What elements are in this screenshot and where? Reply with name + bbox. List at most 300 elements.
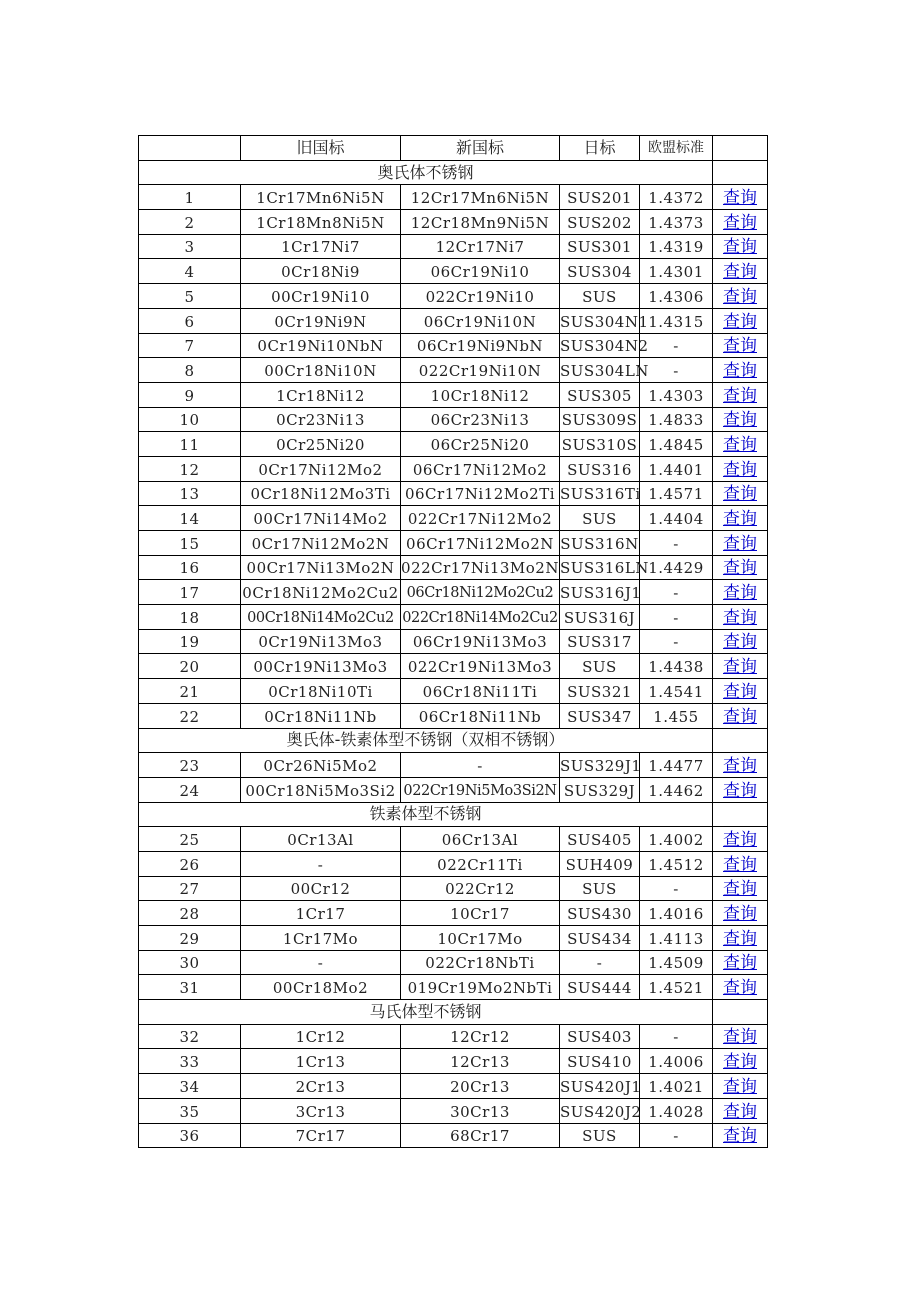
new-gb-grade: 06Cr25Ni20 (401, 432, 560, 457)
query-link[interactable]: 查询 (723, 632, 757, 653)
eu-grade: 1.4006 (640, 1049, 713, 1074)
table-row (139, 827, 768, 852)
section-title: 奥氏体-铁素体型不锈钢（双相不锈钢） (139, 728, 713, 753)
query-link[interactable]: 查询 (723, 434, 757, 455)
row-index: 17 (139, 580, 241, 605)
eu-grade: 1.4521 (640, 975, 713, 1000)
eu-grade: 1.4319 (640, 234, 713, 259)
row-index: 9 (139, 382, 241, 407)
query-cell (713, 851, 768, 876)
new-gb-grade: 10Cr18Ni12 (401, 382, 560, 407)
section-empty-cell (713, 728, 768, 753)
table-row (139, 1024, 768, 1049)
new-gb-grade: 06Cr19Ni9NbN (401, 333, 560, 358)
old-gb-grade: 1Cr17 (241, 901, 401, 926)
query-link[interactable]: 查询 (723, 953, 757, 974)
new-gb-grade: 12Cr12 (401, 1024, 560, 1049)
old-gb-grade: 0Cr18Ni12Mo2Cu2 (241, 580, 401, 605)
eu-grade: - (640, 1024, 713, 1049)
query-link[interactable]: 查询 (723, 385, 757, 406)
section-title: 铁素体型不锈钢 (139, 802, 713, 827)
table-row (139, 531, 768, 556)
new-gb-grade: 12Cr18Mn9Ni5N (401, 210, 560, 235)
query-link[interactable]: 查询 (723, 336, 757, 357)
old-gb-grade: 00Cr17Ni14Mo2 (241, 506, 401, 531)
old-gb-grade: 0Cr19Ni13Mo3 (241, 629, 401, 654)
query-cell (713, 654, 768, 679)
jis-grade: SUS301 (560, 234, 640, 259)
eu-grade: 1.4845 (640, 432, 713, 457)
table-row (139, 456, 768, 481)
jis-grade: SUS316N (560, 531, 640, 556)
query-link[interactable]: 查询 (723, 484, 757, 505)
table-row (139, 876, 768, 901)
jis-grade: SUS304LN (560, 358, 640, 383)
row-index: 33 (139, 1049, 241, 1074)
row-index: 20 (139, 654, 241, 679)
jis-grade: SUS316J1 (560, 580, 640, 605)
query-link[interactable]: 查询 (723, 360, 757, 381)
table-row (139, 975, 768, 1000)
jis-grade: SUS (560, 654, 640, 679)
query-cell (713, 975, 768, 1000)
table-row (139, 358, 768, 383)
section-header-row (139, 1000, 768, 1025)
jis-grade: SUS201 (560, 185, 640, 210)
row-index: 22 (139, 703, 241, 728)
row-index: 21 (139, 679, 241, 704)
section-empty-cell (713, 160, 768, 185)
eu-grade: 1.4462 (640, 777, 713, 802)
eu-grade: - (640, 531, 713, 556)
eu-grade: 1.4028 (640, 1098, 713, 1123)
query-link[interactable]: 查询 (723, 533, 757, 554)
row-index: 2 (139, 210, 241, 235)
eu-grade: 1.4477 (640, 753, 713, 778)
eu-grade: - (640, 333, 713, 358)
query-cell (713, 185, 768, 210)
jis-grade: SUS420J1 (560, 1074, 640, 1099)
table-row (139, 382, 768, 407)
row-index: 18 (139, 605, 241, 630)
new-gb-grade: 06Cr13Al (401, 827, 560, 852)
query-link[interactable]: 查询 (723, 262, 757, 283)
jis-grade: SUS316Ti (560, 481, 640, 506)
query-cell (713, 234, 768, 259)
table-row (139, 185, 768, 210)
query-cell (713, 432, 768, 457)
table-row (139, 777, 768, 802)
new-gb-grade: 12Cr17Mn6Ni5N (401, 185, 560, 210)
jis-grade: SUS304N2 (560, 333, 640, 358)
query-cell (713, 629, 768, 654)
eu-grade: 1.4002 (640, 827, 713, 852)
query-cell (713, 1024, 768, 1049)
row-index: 3 (139, 234, 241, 259)
new-gb-grade: 022Cr19Ni10 (401, 284, 560, 309)
query-cell (713, 210, 768, 235)
new-gb-grade: 06Cr17Ni12Mo2N (401, 531, 560, 556)
query-cell (713, 950, 768, 975)
new-gb-grade: 06Cr19Ni10N (401, 308, 560, 333)
table-row (139, 210, 768, 235)
table-row (139, 481, 768, 506)
eu-grade: 1.4303 (640, 382, 713, 407)
table-row (139, 679, 768, 704)
table-row (139, 506, 768, 531)
eu-grade: 1.4509 (640, 950, 713, 975)
old-gb-grade: 0Cr19Ni10NbN (241, 333, 401, 358)
old-gb-grade: 1Cr18Ni12 (241, 382, 401, 407)
table-row (139, 950, 768, 975)
query-link[interactable]: 查询 (723, 1126, 757, 1147)
eu-grade: 1.4512 (640, 851, 713, 876)
query-cell (713, 827, 768, 852)
jis-grade: SUS347 (560, 703, 640, 728)
jis-grade: SUS434 (560, 926, 640, 951)
old-gb-grade: 1Cr17Mn6Ni5N (241, 185, 401, 210)
query-link[interactable]: 查询 (723, 1027, 757, 1048)
eu-grade: 1.4021 (640, 1074, 713, 1099)
query-link[interactable]: 查询 (723, 558, 757, 579)
new-gb-grade: 022Cr12 (401, 876, 560, 901)
eu-grade: 1.4429 (640, 555, 713, 580)
row-index: 29 (139, 926, 241, 951)
new-gb-grade: 022Cr19Ni10N (401, 358, 560, 383)
old-gb-grade: 1Cr17Ni7 (241, 234, 401, 259)
jis-grade: SUS329J (560, 777, 640, 802)
row-index: 4 (139, 259, 241, 284)
section-empty-cell (713, 1000, 768, 1025)
jis-grade: SUH409 (560, 851, 640, 876)
eu-grade: 1.4315 (640, 308, 713, 333)
new-gb-grade: 10Cr17 (401, 901, 560, 926)
query-cell (713, 259, 768, 284)
new-gb-grade: 10Cr17Mo (401, 926, 560, 951)
query-link[interactable]: 查询 (723, 681, 757, 702)
query-link[interactable]: 查询 (723, 706, 757, 727)
old-gb-grade: 0Cr18Ni9 (241, 259, 401, 284)
row-index: 25 (139, 827, 241, 852)
query-cell (713, 407, 768, 432)
query-cell (713, 1074, 768, 1099)
row-index: 11 (139, 432, 241, 457)
eu-grade: 1.4438 (640, 654, 713, 679)
steel-grade-table (138, 135, 768, 1148)
query-link[interactable]: 查询 (723, 237, 757, 258)
old-gb-grade: 0Cr23Ni13 (241, 407, 401, 432)
query-link[interactable]: 查询 (723, 928, 757, 949)
row-index: 8 (139, 358, 241, 383)
new-gb-grade: 68Cr17 (401, 1123, 560, 1148)
row-index: 28 (139, 901, 241, 926)
header-action (713, 136, 768, 161)
table-row (139, 308, 768, 333)
row-index: 23 (139, 753, 241, 778)
old-gb-grade: 3Cr13 (241, 1098, 401, 1123)
row-index: 13 (139, 481, 241, 506)
new-gb-grade: 022Cr19Ni13Mo3 (401, 654, 560, 679)
table-row (139, 753, 768, 778)
old-gb-grade: 7Cr17 (241, 1123, 401, 1148)
eu-grade: 1.4833 (640, 407, 713, 432)
table-row (139, 234, 768, 259)
new-gb-grade: 12Cr13 (401, 1049, 560, 1074)
old-gb-grade: 00Cr19Ni10 (241, 284, 401, 309)
query-link[interactable]: 查询 (723, 657, 757, 678)
eu-grade: - (640, 580, 713, 605)
old-gb-grade: 1Cr13 (241, 1049, 401, 1074)
query-cell (713, 605, 768, 630)
old-gb-grade: 0Cr25Ni20 (241, 432, 401, 457)
new-gb-grade: - (401, 753, 560, 778)
eu-grade: - (640, 1123, 713, 1148)
table-body (139, 136, 768, 1148)
jis-grade: SUS (560, 876, 640, 901)
table-row (139, 333, 768, 358)
query-link[interactable]: 查询 (723, 755, 757, 776)
query-link[interactable]: 查询 (723, 188, 757, 209)
old-gb-grade: 0Cr26Ni5Mo2 (241, 753, 401, 778)
header-index (139, 136, 241, 161)
query-cell (713, 753, 768, 778)
header-old-gb: 旧国标 (241, 136, 401, 161)
old-gb-grade: 0Cr19Ni9N (241, 308, 401, 333)
query-cell (713, 456, 768, 481)
query-link[interactable]: 查询 (723, 311, 757, 332)
eu-grade: 1.455 (640, 703, 713, 728)
row-index: 35 (139, 1098, 241, 1123)
query-link[interactable]: 查询 (723, 509, 757, 529)
jis-grade: SUS444 (560, 975, 640, 1000)
query-cell (713, 308, 768, 333)
row-index: 31 (139, 975, 241, 1000)
eu-grade: - (640, 876, 713, 901)
old-gb-grade: 00Cr18Ni14Mo2Cu2 (241, 605, 401, 630)
eu-grade: 1.4113 (640, 926, 713, 951)
query-cell (713, 333, 768, 358)
new-gb-grade: 06Cr18Ni11Ti (401, 679, 560, 704)
new-gb-grade: 12Cr17Ni7 (401, 234, 560, 259)
old-gb-grade: 0Cr17Ni12Mo2N (241, 531, 401, 556)
new-gb-grade: 022Cr11Ti (401, 851, 560, 876)
old-gb-grade: 00Cr19Ni13Mo3 (241, 654, 401, 679)
query-link[interactable]: 查询 (723, 459, 757, 480)
new-gb-grade: 06Cr18Ni12Mo2Cu2 (401, 580, 560, 605)
jis-grade: SUS305 (560, 382, 640, 407)
table-row (139, 407, 768, 432)
old-gb-grade: 1Cr18Mn8Ni5N (241, 210, 401, 235)
old-gb-grade: - (241, 950, 401, 975)
query-cell (713, 679, 768, 704)
row-index: 26 (139, 851, 241, 876)
old-gb-grade: 1Cr12 (241, 1024, 401, 1049)
table-row (139, 605, 768, 630)
new-gb-grade: 06Cr17Ni12Mo2Ti (401, 481, 560, 506)
row-index: 30 (139, 950, 241, 975)
table-row (139, 1123, 768, 1148)
table-row (139, 432, 768, 457)
new-gb-grade: 022Cr19Ni5Mo3Si2N (401, 777, 560, 802)
eu-grade: 1.4541 (640, 679, 713, 704)
old-gb-grade: 00Cr12 (241, 876, 401, 901)
new-gb-grade: 06Cr17Ni12Mo2 (401, 456, 560, 481)
query-cell (713, 284, 768, 309)
query-link[interactable]: 查询 (723, 879, 757, 900)
old-gb-grade: 00Cr18Ni10N (241, 358, 401, 383)
new-gb-grade: 06Cr19Ni13Mo3 (401, 629, 560, 654)
row-index: 1 (139, 185, 241, 210)
jis-grade: SUS310S (560, 432, 640, 457)
eu-grade: 1.4401 (640, 456, 713, 481)
query-link[interactable]: 查询 (723, 978, 757, 999)
jis-grade: - (560, 950, 640, 975)
new-gb-grade: 019Cr19Mo2NbTi (401, 975, 560, 1000)
new-gb-grade: 20Cr13 (401, 1074, 560, 1099)
query-cell (713, 481, 768, 506)
row-index: 36 (139, 1123, 241, 1148)
query-link[interactable]: 查询 (723, 854, 757, 875)
table-row (139, 1074, 768, 1099)
eu-grade: - (640, 629, 713, 654)
section-header-row (139, 728, 768, 753)
query-link[interactable]: 查询 (723, 780, 757, 801)
old-gb-grade: 0Cr13Al (241, 827, 401, 852)
query-link[interactable]: 查询 (723, 286, 757, 307)
table-row (139, 1098, 768, 1123)
new-gb-grade: 022Cr18NbTi (401, 950, 560, 975)
section-header-row (139, 802, 768, 827)
eu-grade: 1.4373 (640, 210, 713, 235)
header-new-gb: 新国标 (401, 136, 560, 161)
jis-grade: SUS304N1 (560, 308, 640, 333)
table-row (139, 580, 768, 605)
row-index: 6 (139, 308, 241, 333)
table-row (139, 284, 768, 309)
header-jis: 日标 (560, 136, 640, 161)
section-empty-cell (713, 802, 768, 827)
old-gb-grade: 00Cr18Mo2 (241, 975, 401, 1000)
query-link[interactable]: 查询 (723, 410, 757, 431)
section-header-row (139, 160, 768, 185)
new-gb-grade: 06Cr23Ni13 (401, 407, 560, 432)
query-link[interactable]: 查询 (723, 212, 757, 233)
query-link[interactable]: 查询 (723, 607, 757, 628)
section-title: 马氏体型不锈钢 (139, 1000, 713, 1025)
eu-grade: - (640, 358, 713, 383)
table-row (139, 259, 768, 284)
old-gb-grade: 00Cr18Ni5Mo3Si2 (241, 777, 401, 802)
new-gb-grade: 30Cr13 (401, 1098, 560, 1123)
header-eu: 欧盟标准 (640, 136, 713, 161)
query-cell (713, 1098, 768, 1123)
query-cell (713, 901, 768, 926)
jis-grade: SUS304 (560, 259, 640, 284)
jis-grade: SUS329J1 (560, 753, 640, 778)
jis-grade: SUS202 (560, 210, 640, 235)
jis-grade: SUS309S (560, 407, 640, 432)
query-cell (713, 382, 768, 407)
table-row (139, 926, 768, 951)
table-row (139, 1049, 768, 1074)
old-gb-grade: 0Cr18Ni11Nb (241, 703, 401, 728)
row-index: 15 (139, 531, 241, 556)
jis-grade: SUS316J (560, 605, 640, 630)
table-row (139, 629, 768, 654)
row-index: 5 (139, 284, 241, 309)
row-index: 10 (139, 407, 241, 432)
old-gb-grade: 0Cr18Ni12Mo3Ti (241, 481, 401, 506)
query-cell (713, 777, 768, 802)
query-link[interactable]: 查询 (723, 904, 757, 924)
query-cell (713, 876, 768, 901)
table-row (139, 555, 768, 580)
section-title: 奥氏体不锈钢 (139, 160, 713, 185)
row-index: 19 (139, 629, 241, 654)
table-row (139, 654, 768, 679)
jis-grade: SUS (560, 284, 640, 309)
new-gb-grade: 022Cr18Ni14Mo2Cu2 (401, 605, 560, 630)
jis-grade: SUS317 (560, 629, 640, 654)
new-gb-grade: 022Cr17Ni13Mo2N (401, 555, 560, 580)
eu-grade: 1.4016 (640, 901, 713, 926)
row-index: 12 (139, 456, 241, 481)
query-cell (713, 926, 768, 951)
eu-grade: 1.4571 (640, 481, 713, 506)
table-row (139, 703, 768, 728)
jis-grade: SUS (560, 1123, 640, 1148)
row-index: 16 (139, 555, 241, 580)
eu-grade: 1.4404 (640, 506, 713, 531)
query-link[interactable]: 查询 (723, 1076, 757, 1097)
old-gb-grade: 1Cr17Mo (241, 926, 401, 951)
query-cell (713, 555, 768, 580)
new-gb-grade: 06Cr18Ni11Nb (401, 703, 560, 728)
jis-grade: SUS321 (560, 679, 640, 704)
header-row (139, 136, 768, 161)
query-cell (713, 703, 768, 728)
jis-grade: SUS420J2 (560, 1098, 640, 1123)
old-gb-grade: - (241, 851, 401, 876)
old-gb-grade: 0Cr18Ni10Ti (241, 679, 401, 704)
row-index: 34 (139, 1074, 241, 1099)
query-link[interactable]: 查询 (723, 829, 757, 850)
row-index: 27 (139, 876, 241, 901)
query-link[interactable]: 查询 (723, 1052, 757, 1073)
jis-grade: SUS (560, 506, 640, 531)
query-cell (713, 506, 768, 531)
jis-grade: SUS430 (560, 901, 640, 926)
query-link[interactable]: 查询 (723, 583, 757, 604)
jis-grade: SUS410 (560, 1049, 640, 1074)
query-cell (713, 358, 768, 383)
table-row (139, 901, 768, 926)
jis-grade: SUS403 (560, 1024, 640, 1049)
old-gb-grade: 2Cr13 (241, 1074, 401, 1099)
query-cell (713, 1123, 768, 1148)
row-index: 24 (139, 777, 241, 802)
old-gb-grade: 00Cr17Ni13Mo2N (241, 555, 401, 580)
eu-grade: 1.4372 (640, 185, 713, 210)
old-gb-grade: 0Cr17Ni12Mo2 (241, 456, 401, 481)
query-link[interactable]: 查询 (723, 1101, 757, 1122)
eu-grade: - (640, 605, 713, 630)
query-cell (713, 1049, 768, 1074)
row-index: 7 (139, 333, 241, 358)
eu-grade: 1.4301 (640, 259, 713, 284)
new-gb-grade: 06Cr19Ni10 (401, 259, 560, 284)
eu-grade: 1.4306 (640, 284, 713, 309)
